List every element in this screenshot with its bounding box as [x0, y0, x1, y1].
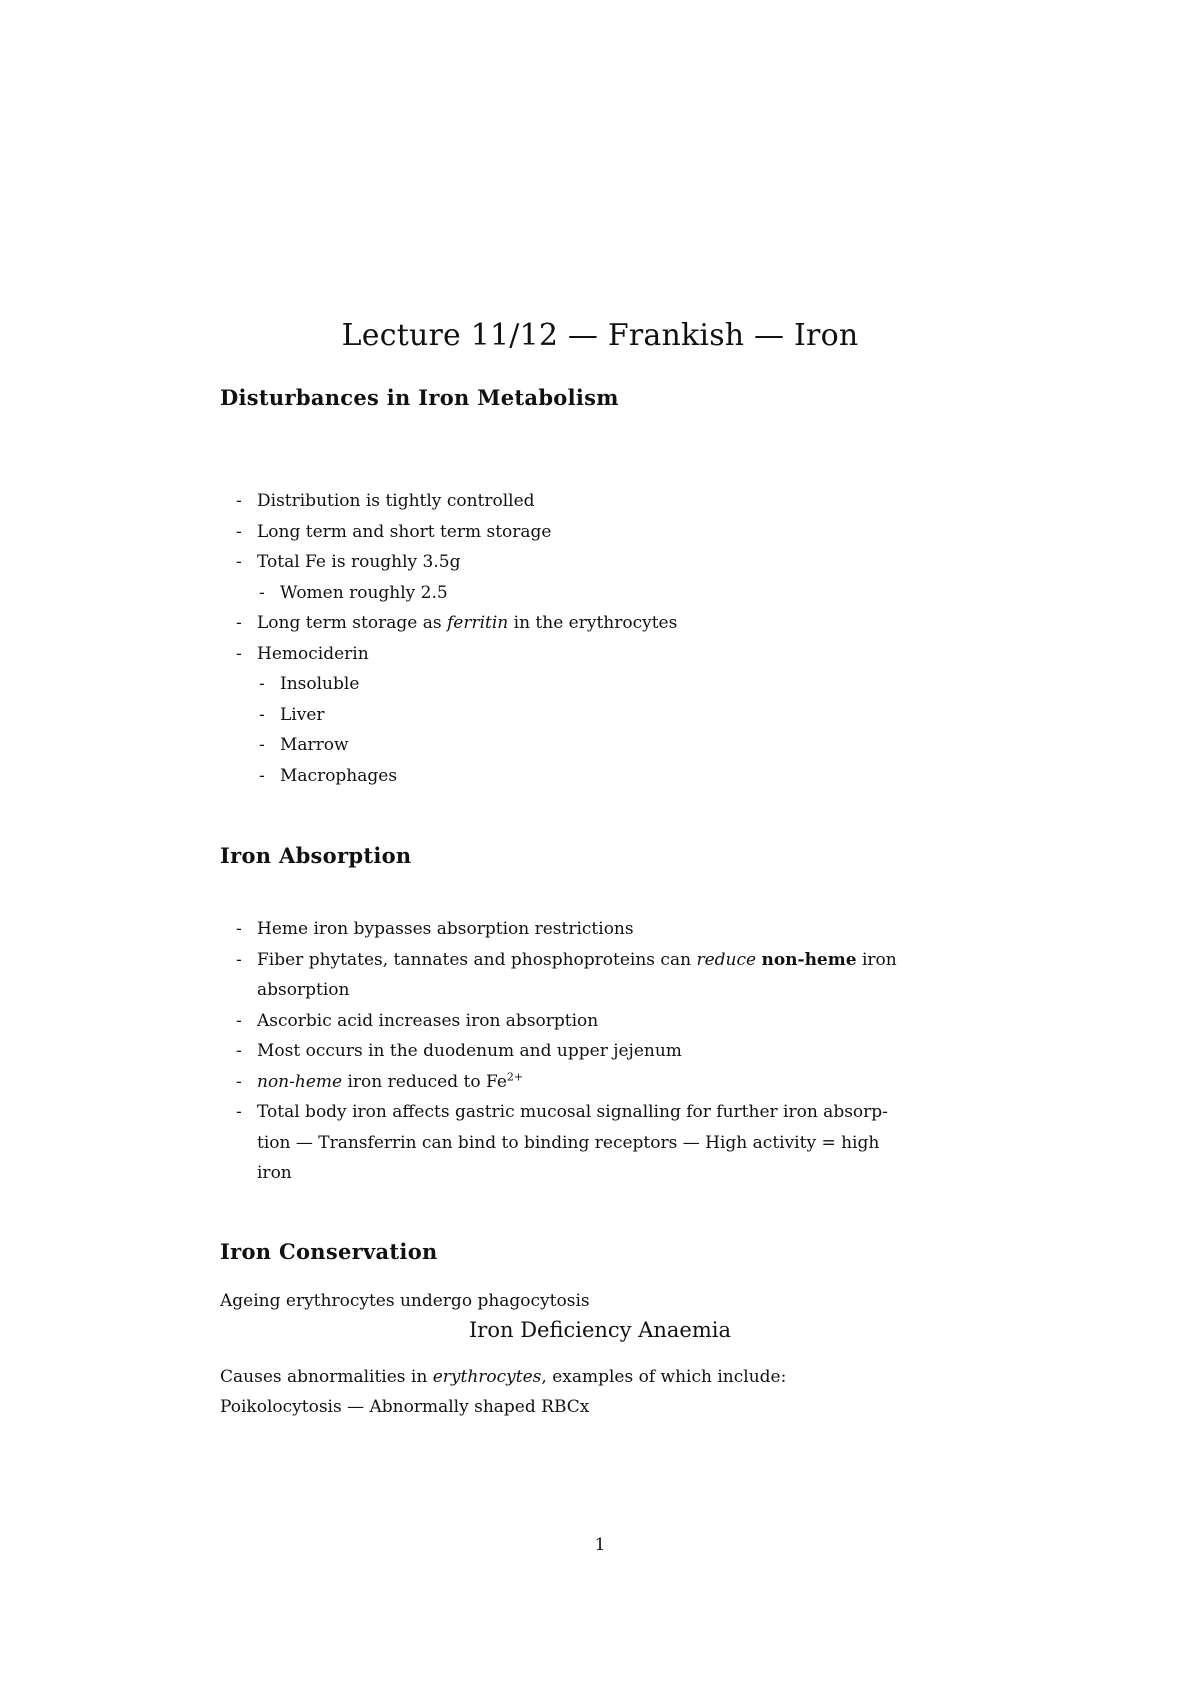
list-item: - Heme iron bypasses absorption restrictions — [220, 914, 920, 945]
list-dash: - — [236, 552, 242, 572]
strong-non-heme: non-heme — [761, 949, 857, 970]
anaemia-paragraph-1: Causes abnormalities in erythrocytes, examples of which include: — [220, 1367, 787, 1387]
list-subitem: - Macrophages — [220, 761, 920, 792]
anaemia-paragraph-2: Poikolocytosis — Abnormally shaped RBCx — [220, 1397, 590, 1417]
emphasis-reduce: reduce — [696, 949, 757, 970]
list-subitem: - Insoluble — [220, 669, 920, 700]
page-number: 1 — [594, 1535, 606, 1555]
list-dash: - — [236, 491, 242, 511]
list-dash: - — [236, 1102, 242, 1122]
list-dash: - — [236, 613, 242, 633]
absorption-list — [220, 914, 920, 1189]
list-item: - Long term and short term storage — [220, 517, 920, 548]
list-subitem: - Women roughly 2.5 — [220, 578, 920, 609]
section-heading-absorption: Iron Absorption — [220, 843, 412, 868]
page-title: Lecture 11/12 — Frankish — Iron — [341, 318, 859, 353]
list-dash: - — [259, 704, 265, 725]
list-dash: - — [236, 1010, 242, 1031]
list-item: - Fiber phytates, tannates and phosphoproteins can reduce non-heme iron absorption — [220, 945, 920, 1006]
list-subitem: - Marrow — [220, 730, 920, 761]
conservation-paragraph: Ageing erythrocytes undergo phagocytosis — [220, 1291, 590, 1311]
list-item: - Most occurs in the duodenum and upper jejenum — [220, 1036, 920, 1067]
section-heading-conservation: Iron Conservation — [220, 1239, 438, 1264]
list-item: - Ascorbic acid increases iron absorption — [220, 1006, 920, 1037]
list-item: - Total Fe is roughly 3.5g — [220, 547, 920, 578]
list-dash: - — [259, 735, 265, 755]
list-dash: - — [236, 949, 242, 970]
list-dash: - — [259, 765, 265, 786]
list-dash: - — [236, 521, 242, 542]
list-dash: - — [236, 643, 242, 664]
emphasis-non-heme: non-heme — [257, 1071, 343, 1092]
list-item: - Total body iron affects gastric mucosal signalling for further iron absorp- tion — Transferrin can bind to binding receptors — High activity = high iron — [220, 1097, 920, 1189]
list-dash: - — [236, 1071, 242, 1092]
emphasis-ferritin: ferritin — [446, 613, 509, 633]
list-item: - non-heme iron reduced to $Fe^{2+}$ — [220, 1067, 920, 1098]
list-dash: - — [259, 674, 265, 694]
list-item: - Hemociderin — [220, 639, 920, 670]
superscript-charge: 2+ — [506, 1069, 524, 1083]
list-dash: - — [236, 1041, 242, 1061]
list-item: - Long term storage as ferritin in the erythrocytes — [220, 608, 920, 639]
list-dash: - — [259, 582, 265, 603]
emphasis-erythrocytes: erythrocytes — [432, 1367, 542, 1387]
section-heading-disturbances: Disturbances in Iron Metabolism — [220, 385, 619, 410]
disturbances-list — [220, 486, 920, 791]
section-heading-anaemia: Iron Deficiency Anaemia — [469, 1318, 731, 1342]
list-item: - Distribution is tightly controlled — [220, 486, 920, 517]
list-subitem: - Liver — [220, 700, 920, 731]
list-dash: - — [236, 919, 242, 939]
